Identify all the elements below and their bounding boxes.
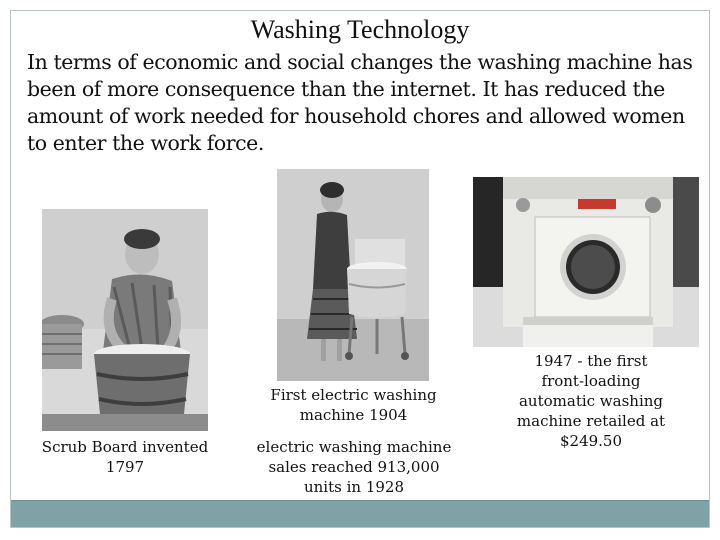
caption-scrub-board: Scrub Board invented 1797 xyxy=(41,438,209,476)
intro-paragraph: In terms of economic and social changes the washing machine has been of more consequence than the internet. It has reduced the amount of work needed for household chores and allowed women to enter the work force. xyxy=(27,50,693,155)
caption-electric-sales: electric washing machine sales reached 913,000 units in 1928 xyxy=(256,438,452,496)
caption-front-loader: 1947 - the first front-loading automatic washing machine retailed at $249.50 xyxy=(516,352,666,450)
electric-washer-photo xyxy=(277,169,429,381)
front-loader-photo xyxy=(473,177,699,347)
caption-first-electric: First electric washing machine 1904 xyxy=(270,386,437,424)
slide xyxy=(10,10,710,528)
footer-bar xyxy=(11,500,709,527)
scrub-board-photo xyxy=(42,209,208,431)
slide-title: Washing Technology xyxy=(250,15,470,44)
